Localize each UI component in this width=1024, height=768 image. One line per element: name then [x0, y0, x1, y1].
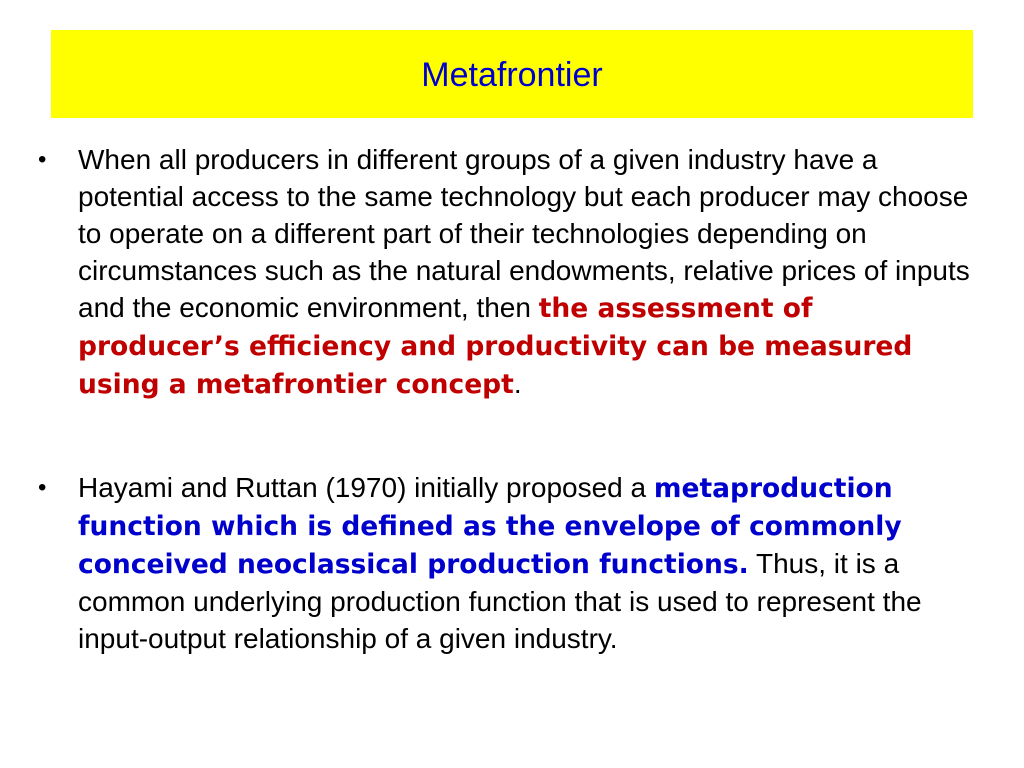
bullet-highlight-red: the assessment of producer’s efficiency and productivity can be measured using a metafrontier concept: [78, 293, 913, 400]
bullet-icon: •: [38, 474, 47, 501]
slide-title-bar: [51, 30, 973, 118]
bullet-icon: •: [38, 146, 47, 173]
bullet-text: Hayami and Ruttan (1970) initially proposed a: [78, 472, 654, 503]
bullet-item-hayami-ruttan: [38, 469, 978, 657]
bullet-text-after: .: [513, 368, 522, 399]
bullet-item-metafrontier-definition: [38, 141, 978, 403]
bullet-highlight-blue: metaproduction function which is defined as the envelope of commonly conceived neoclassical production functions.: [78, 473, 902, 580]
slide-title: Metafrontier: [421, 56, 603, 94]
bullet-list: [38, 141, 978, 657]
bullet-text-after: Thus, it is a common underlying production function that is used to represent the input-output relationship of a given industry.: [78, 548, 922, 654]
bullet-text: When all producers in different groups of a given industry have a potential access to the same technology but each producer may choose to operate on a different part of their technologies depending on circumstances such as the natural endowments, relative prices of inputs and the economic environment, then: [78, 144, 970, 323]
